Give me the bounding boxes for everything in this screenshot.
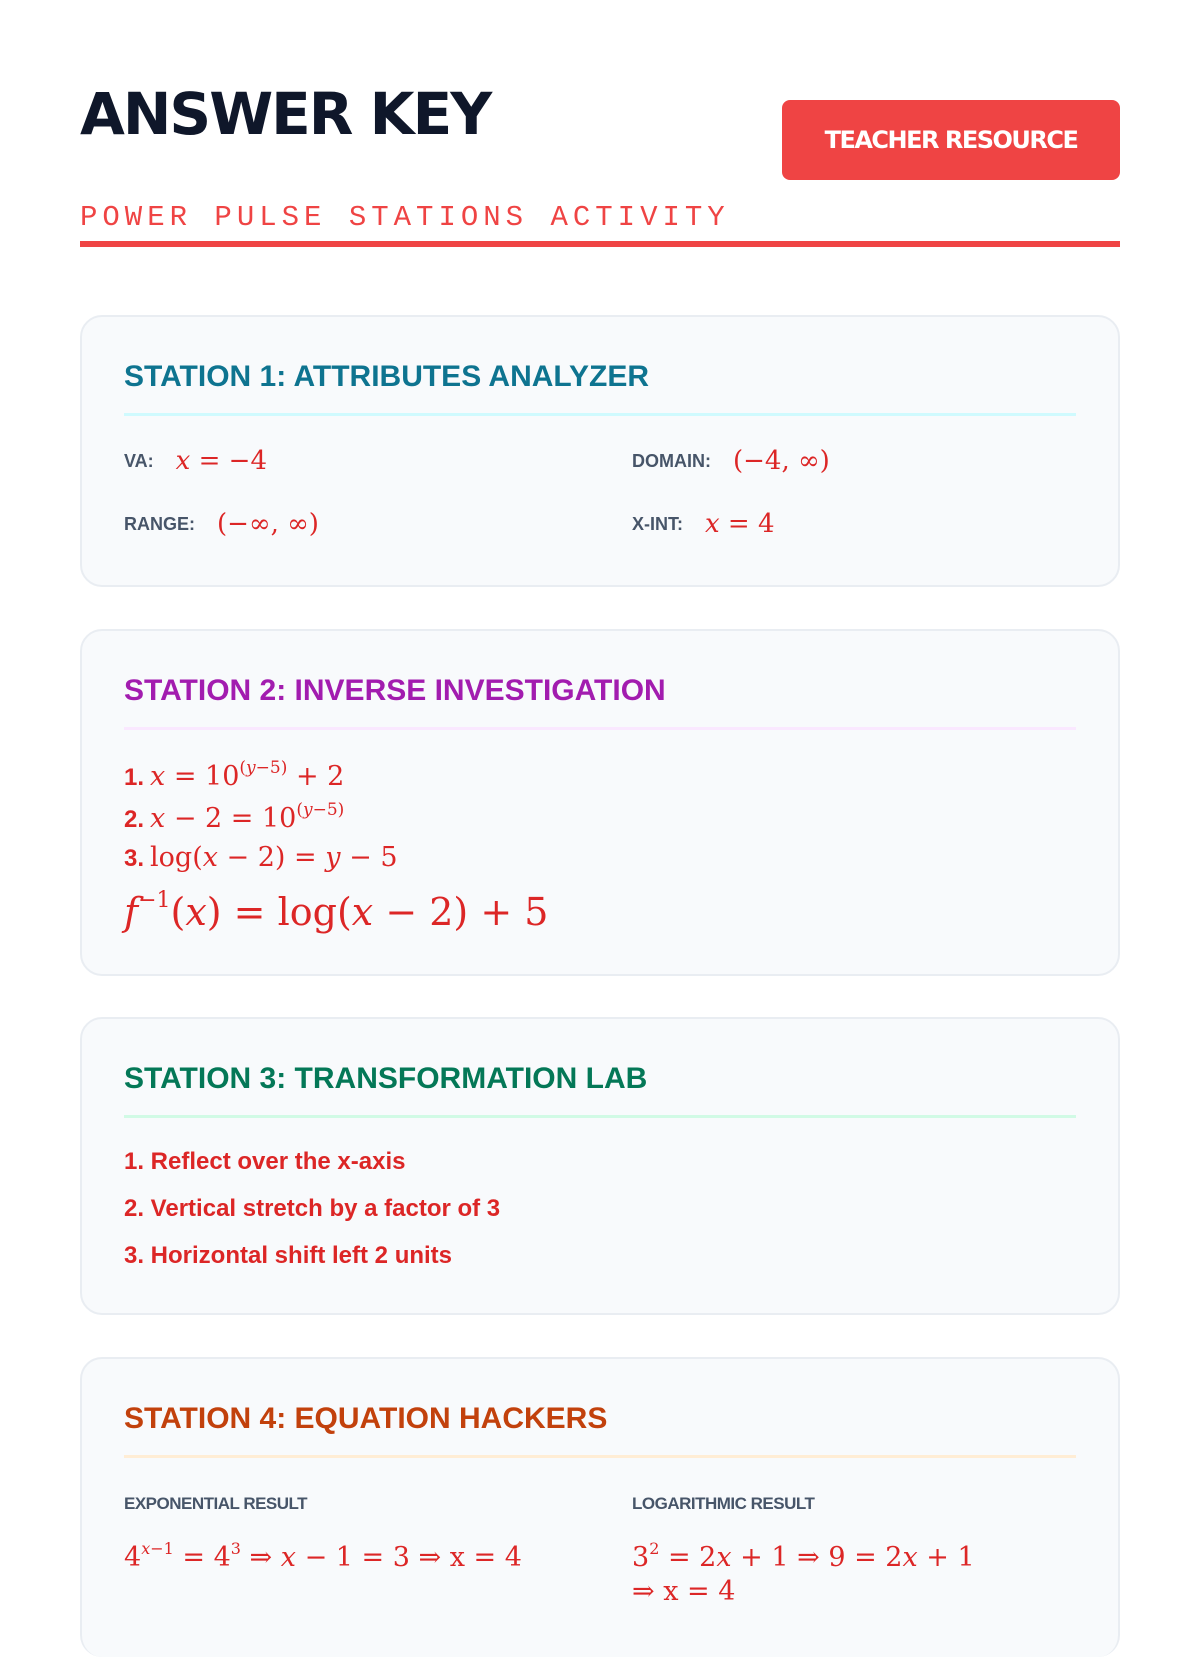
exponential-result-label: EXPONENTIAL RESULT	[124, 1494, 308, 1513]
range-attribute	[124, 509, 319, 539]
x-intercept-attribute	[632, 509, 775, 539]
attributes-grid	[124, 416, 1076, 556]
station-3-divider	[124, 1115, 1076, 1118]
station-1-card	[80, 315, 1120, 587]
va-label: VA:	[124, 450, 154, 471]
inverse-step-3	[124, 842, 1076, 884]
exponential-result-equation: $4^{x-1} = 4^3$ ⇒ x − 1 = 3 ⇒ x = 4	[124, 1539, 522, 1573]
x-intercept-label: X-INT:	[632, 513, 683, 534]
inverse-step-1	[124, 758, 1076, 800]
domain-label: DOMAIN:	[632, 450, 711, 471]
vertical-asymptote-attribute	[124, 446, 267, 476]
step-equation: $x = 10^{(y-5)} + 2$	[150, 758, 345, 792]
step-number: 3.	[124, 845, 145, 872]
page-subtitle: POWER PULSE STATIONS ACTIVITY	[80, 201, 730, 234]
step-number: 2.	[124, 806, 145, 833]
station-1-title: STATION 1: ATTRIBUTES ANALYZER	[124, 360, 649, 393]
domain-attribute	[632, 446, 830, 476]
station-2-card	[80, 629, 1120, 976]
station-4-title: STATION 4: EQUATION HACKERS	[124, 1402, 608, 1435]
range-value: (−∞, ∞)	[217, 509, 319, 539]
logarithmic-result-label: LOGARITHMIC RESULT	[632, 1494, 815, 1513]
step-equation: log(x − 2) = y − 5	[150, 842, 398, 873]
logarithmic-result	[632, 1494, 1082, 1609]
teacher-resource-badge: TEACHER RESOURCE	[782, 100, 1120, 180]
page-title: ANSWER KEY	[80, 80, 491, 148]
domain-value: (−4, ∞)	[733, 446, 830, 476]
header	[80, 80, 1120, 246]
station-3-title: STATION 3: TRANSFORMATION LAB	[124, 1062, 648, 1095]
station-4-card	[80, 1357, 1120, 1657]
va-value: x = −4	[175, 446, 267, 476]
exponential-result	[124, 1494, 574, 1575]
inverse-function-result: $f^{-1}(x) = \log(x - 2) + 5$	[124, 888, 549, 934]
station-2-title: STATION 2: INVERSE INVESTIGATION	[124, 674, 666, 707]
transformation-list	[124, 1142, 1076, 1283]
header-divider	[80, 241, 1120, 247]
step-equation: $x - 2 = 10^{(y-5)}$	[150, 800, 345, 834]
transformation-item: 2. Vertical stretch by a factor of 3	[124, 1195, 501, 1222]
transformation-item: 3. Horizontal shift left 2 units	[124, 1242, 453, 1269]
station-3-card	[80, 1017, 1120, 1315]
inverse-steps	[124, 758, 1076, 934]
transformation-item: 1. Reflect over the x-axis	[124, 1148, 406, 1175]
step-number: 1.	[124, 764, 145, 791]
logarithmic-result-equation: $3^2 = 2x + 1$ ⇒ 9 = 2x + 1 ⇒ x = 4	[632, 1539, 975, 1607]
station-2-divider	[124, 727, 1076, 730]
x-intercept-value: x = 4	[705, 509, 775, 539]
inverse-step-2	[124, 800, 1076, 842]
station-4-divider	[124, 1455, 1076, 1458]
range-label: RANGE:	[124, 513, 195, 534]
